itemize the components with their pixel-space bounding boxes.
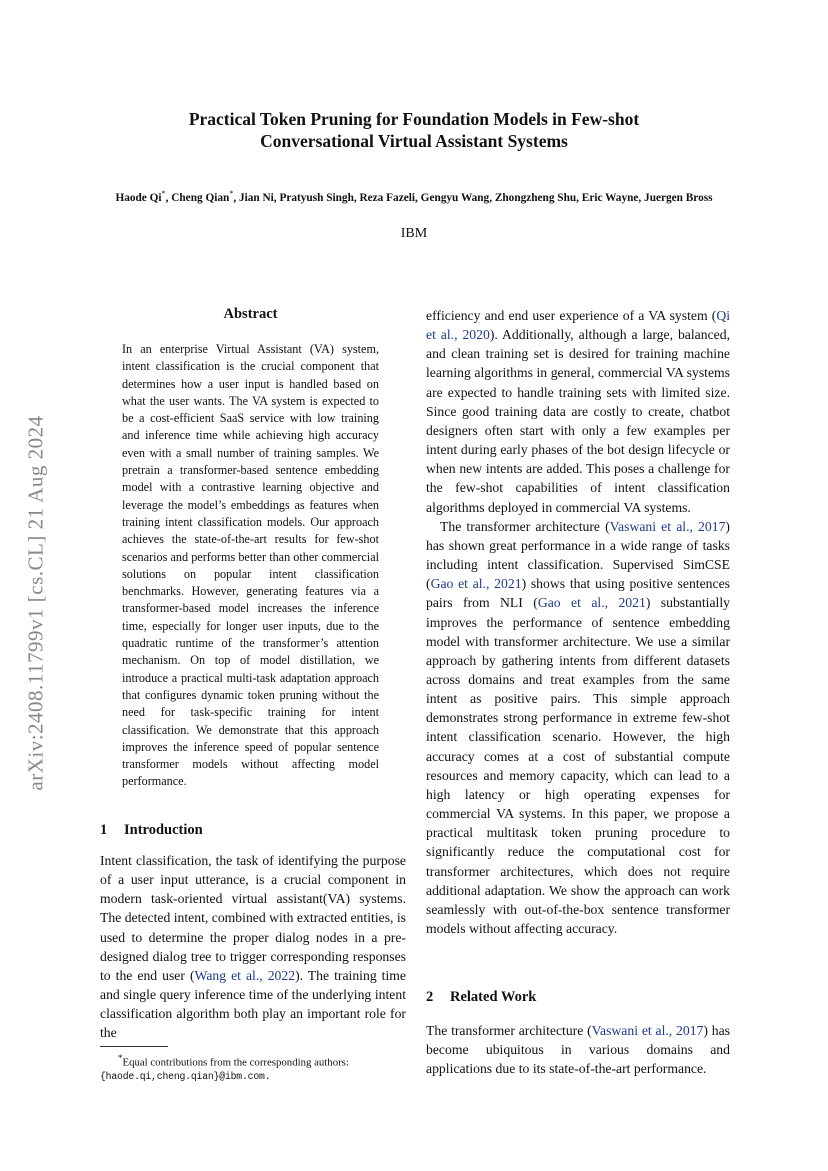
right-text-4: ) has shown great performance in a wide range of tasks including intent classification. Supervised SimCSE ( bbox=[426, 518, 730, 592]
citation-wang-2022[interactable]: Wang et al., 2022 bbox=[194, 967, 296, 983]
title-line-1: Practical Token Pruning for Foundation Models in Few-shot bbox=[188, 109, 640, 129]
citation-gao-2021-b[interactable]: Gao et al., 2021 bbox=[537, 595, 646, 611]
author-2: Cheng Qian bbox=[171, 191, 230, 204]
abstract-heading: Abstract bbox=[223, 306, 278, 322]
arxiv-sidebar bbox=[23, 368, 48, 838]
related-section-title: Related Work bbox=[450, 989, 537, 1005]
author-list: Haode Qi*, Cheng Qian*, Jian Ni, Pratyush Singh, Reza Fazeli, Gengyu Wang, Zhongzheng Shu, Eric Wayne, Juergen Bross bbox=[115, 189, 713, 204]
intro-section-number: 1 bbox=[100, 822, 108, 838]
footnote-text: Equal contributions from the corresponding authors: bbox=[122, 1056, 349, 1069]
footnote-divider bbox=[100, 1046, 168, 1047]
citation-vaswani-2017-b[interactable]: Vaswani et al., 2017 bbox=[591, 1023, 704, 1038]
related-work-heading bbox=[426, 989, 536, 1006]
author-1-mark: * bbox=[161, 189, 166, 198]
intro-heading bbox=[100, 822, 203, 839]
paper-title bbox=[100, 108, 728, 152]
intro-text-2: ). The training time and single query inference time of the underlying intent classification algorithm both play an important role for the bbox=[100, 967, 406, 1041]
abstract-text: In an enterprise Virtual Assistant (VA) system, intent classification is the crucial component that determines how a user input is handled based on what the user wants. The VA system is expected to be a cost-efficient SaaS service with low training and inference time while achieving high accuracy even with a small number of training samples. We pretrain a transformer-based sentence embedding model with a contrastive learning objective and leverage the model’s embeddings as features when training intent classification models. Our approach achieves the state-of-the-art results for few-shot scenarios and performs better than other commercial solutions on popular intent classification benchmarks. However, generating features via a transformer-based model increases the inference time, especially for longer user inputs, due to the quadratic runtime of the transformer’s attention mechanism. On top of model distillation, we introduce a practical multi-task adaptation approach that configures dynamic token pruning without the need for task-specific training for intent classification. We demonstrate that this approach improves the inference speed of popular sentence transformer models without affecting model performance. bbox=[122, 342, 379, 789]
footnote bbox=[100, 1051, 406, 1084]
other-authors: Jian Ni, Pratyush Singh, Reza Fazeli, Gengyu Wang, Zhongzheng Shu, Eric Wayne, Juergen Bross bbox=[238, 191, 713, 204]
right-text-1: efficiency and end user experience of a VA system ( bbox=[426, 308, 717, 323]
affiliation: IBM bbox=[400, 226, 428, 241]
citation-gao-2021-a[interactable]: Gao et al., 2021 bbox=[430, 576, 522, 592]
related-text-1: The transformer architecture ( bbox=[426, 1023, 592, 1038]
right-text-5: ) shows that using positive sentences pairs from NLI ( bbox=[426, 576, 730, 611]
author-1: Haode Qi bbox=[115, 191, 162, 204]
right-column-intro bbox=[426, 306, 730, 938]
author-2-mark: * bbox=[229, 189, 234, 198]
related-section-number: 2 bbox=[426, 989, 434, 1005]
title-line-2: Conversational Virtual Assistant Systems bbox=[260, 131, 568, 151]
arxiv-identifier: arXiv:2408.11799v1 [cs.CL] 21 Aug 2024 bbox=[23, 415, 48, 791]
intro-paragraph bbox=[100, 851, 406, 1043]
intro-section-title: Introduction bbox=[124, 822, 203, 838]
right-text-2: ). Additionally, although a large, balanced, and clean training set is desired for training machine learning algorithms in general, commercial VA systems are expected to handle training sets with limited size. Since good training data are costly to create, chatbot designers often start with only a few examples per intent during early phases of the bot design lifecycle or when new intents are added. This poses a challenge for the few-shot capabilities of intent classification algorithms deployed in commercial VA systems. bbox=[426, 327, 730, 515]
footnote-emails: {haode.qi,cheng.qian}@ibm.com. bbox=[100, 1070, 271, 1082]
citation-vaswani-2017[interactable]: Vaswani et al., 2017 bbox=[609, 518, 726, 534]
related-work-paragraph bbox=[426, 1021, 730, 1078]
right-text-3: The transformer architecture ( bbox=[440, 518, 610, 534]
intro-text-1: Intent classification, the task of identifying the purpose of a user input utterance, is a crucial component in modern task-oriented virtual assistant(VA) systems. The detected intent, combined with extracted entities, is used to determine the proper dialog nodes in a pre-designed dialog tree to trigger corresponding responses to the end user ( bbox=[100, 853, 406, 983]
citation-qi-2020[interactable]: Qi et al., 2020 bbox=[426, 308, 730, 343]
footnote-mark: * bbox=[118, 1053, 123, 1063]
right-text-6: ) substantially improves the performance of sentence embedding model with transformer architecture. We use a similar approach by gathering intents from different datasets across domains and treat examples from the same intent as positive pairs. This simple approach demonstrates strong performance in extreme few-shot intent classification scenario. However, the high accuracy comes at a cost of substantial compute resources and memory capacity, which can lead to a high latency or high operating expenses for commercial VA systems. In this paper, we propose a practical multitask token pruning procedure to significantly reduce the computational cost for transformer architectures, which does not require additional adaptation. We show the approach can work seamlessly with out-of-the-box sentence transformer models without affecting accuracy. bbox=[426, 595, 730, 936]
related-text-2: ) has become ubiquitous in various domains and applications due to its state-of-the-art performance. bbox=[426, 1023, 730, 1077]
